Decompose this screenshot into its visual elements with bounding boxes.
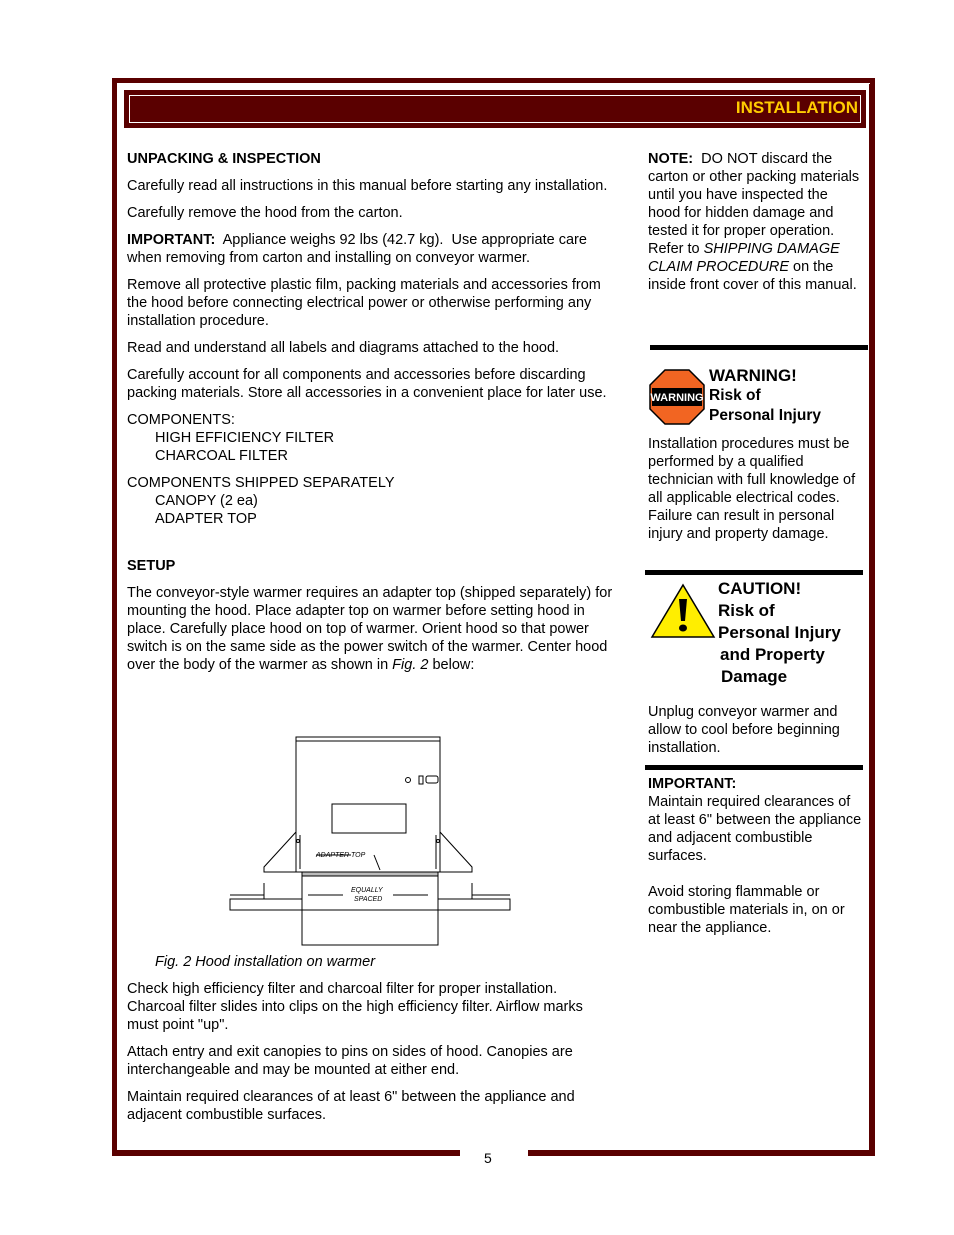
refer-text-end: on the inside front cover of this manual.	[648, 259, 857, 293]
figure-reference: Fig. 2	[392, 657, 429, 673]
important-paragraph	[127, 231, 617, 267]
caution-text: Unplug conveyor warmer and allow to cool before beginning installation.	[648, 704, 840, 756]
caution-line: and Property	[720, 645, 825, 664]
important-text: Maintain required clearances of at least 6" between the appliance and adjacent combustible surfaces.	[648, 794, 862, 864]
left-column-bottom	[127, 980, 617, 1133]
refer-emphasis: SHIPPING DAMAGE CLAIM PROCEDURE	[648, 241, 840, 275]
spaced-label-1: EQUALLY	[351, 887, 383, 894]
power-switch-icon	[406, 778, 411, 783]
shipped-label: COMPONENTS SHIPPED SEPARATELY	[127, 475, 395, 491]
shipped-item: ADAPTER TOP	[155, 511, 257, 527]
caution-line: Risk of	[718, 601, 775, 620]
setup-paragraph	[127, 584, 617, 674]
spaced-label-2: SPACED	[354, 896, 383, 903]
hood-window	[332, 804, 406, 833]
paragraph: Remove all protective plastic film, packing materials and accessories from the hood before connecting electrical power or otherwise performing any installation procedure.	[127, 277, 601, 329]
left-column	[127, 150, 617, 683]
shipped-list	[127, 474, 617, 528]
page-number: 5	[484, 1150, 492, 1166]
caution-triangle-icon	[650, 583, 716, 639]
section-header-bar	[124, 90, 866, 128]
section-title: INSTALLATION	[735, 98, 858, 117]
paragraph: Carefully read all instructions in this manual before starting any installation.	[127, 178, 608, 194]
setup-text: The conveyor-style warmer requires an adapter top (shipped separately) for mounting the hood. Place adapter top on warmer before setting hood in place. Carefully place hood on top of warmer. Orient hood so that power switch is on the same side as the power switch of the warmer. Center hood over the body of the warmer as shown in	[127, 585, 613, 673]
component-item: CHARCOAL FILTER	[155, 448, 288, 464]
paragraph: Attach entry and exit canopies to pins on sides of hood. Canopies are interchangeable and may be mounted at either end.	[127, 1044, 573, 1078]
components-list	[127, 411, 617, 465]
warning-octagon-icon	[649, 369, 705, 425]
figure-caption: Fig. 2 Hood installation on warmer	[155, 954, 376, 970]
caution-line: Damage	[721, 667, 788, 686]
paragraph: Read and understand all labels and diagrams attached to the hood.	[127, 340, 560, 356]
setup-heading: SETUP	[127, 558, 176, 574]
paragraph: Check high efficiency filter and charcoal filter for proper installation. Charcoal filter slides into clips on the high efficiency filter. Airflow marks must point "up".	[127, 981, 583, 1033]
divider	[645, 570, 863, 575]
caution-line: CAUTION!	[718, 579, 802, 598]
shipped-item: CANOPY (2 ea)	[155, 493, 258, 509]
warmer-body	[302, 910, 438, 945]
avoid-text: Avoid storing flammable or combustible materials in, on or near the appliance.	[648, 884, 845, 936]
unpacking-heading: UNPACKING & INSPECTION	[127, 151, 321, 167]
frame-shadow	[869, 84, 875, 1156]
important-text: Appliance weighs 92 lbs (42.7 kg). Use appropriate care when removing from carton and installing on conveyor warmer.	[127, 232, 591, 266]
divider	[645, 765, 863, 770]
note-paragraph	[648, 150, 863, 240]
note-text: DO NOT discard the carton or other packing materials until you have inspected the hood for hidden damage and tested it for proper operation.	[648, 151, 864, 239]
warning-subtitle-1: Risk of	[709, 387, 761, 404]
frame-bottom-right	[528, 1150, 875, 1156]
warning-text: Installation procedures must be performed by a qualified technician with full knowledge of all applicable electrical codes. Failure can result in personal injury and property damage.	[648, 436, 856, 542]
refer-paragraph	[648, 240, 863, 294]
note-label: NOTE:	[648, 151, 694, 167]
important-block	[648, 775, 863, 946]
caution-heading	[718, 578, 841, 688]
warning-subtitle-2: Personal Injury	[709, 407, 821, 424]
paragraph: Maintain required clearances of at least 6" between the appliance and adjacent combustible surfaces.	[127, 1089, 575, 1123]
right-column	[648, 150, 863, 303]
frame-bottom-left	[112, 1150, 460, 1156]
adapter-top-label: ADAPTER TOP	[316, 852, 366, 859]
adapter-top	[302, 872, 438, 876]
refer-text: Refer to	[648, 241, 704, 257]
divider	[650, 345, 868, 350]
important-label: IMPORTANT:	[648, 776, 737, 792]
component-item: HIGH EFFICIENCY FILTER	[155, 430, 335, 446]
paragraph: Carefully remove the hood from the carton.	[127, 205, 403, 221]
components-label: COMPONENTS:	[127, 412, 235, 428]
warning-title: WARNING!	[709, 366, 797, 385]
important-label: IMPORTANT:	[127, 232, 216, 248]
setup-text-end: below:	[428, 657, 475, 673]
caution-line: Personal Injury	[718, 623, 841, 642]
hood-installation-diagram	[228, 733, 514, 947]
paragraph: Carefully account for all components and accessories before discarding packing materials. Store all accessories in a convenient place for later use.	[127, 367, 607, 401]
warning-badge-text: WARNING	[650, 392, 704, 404]
